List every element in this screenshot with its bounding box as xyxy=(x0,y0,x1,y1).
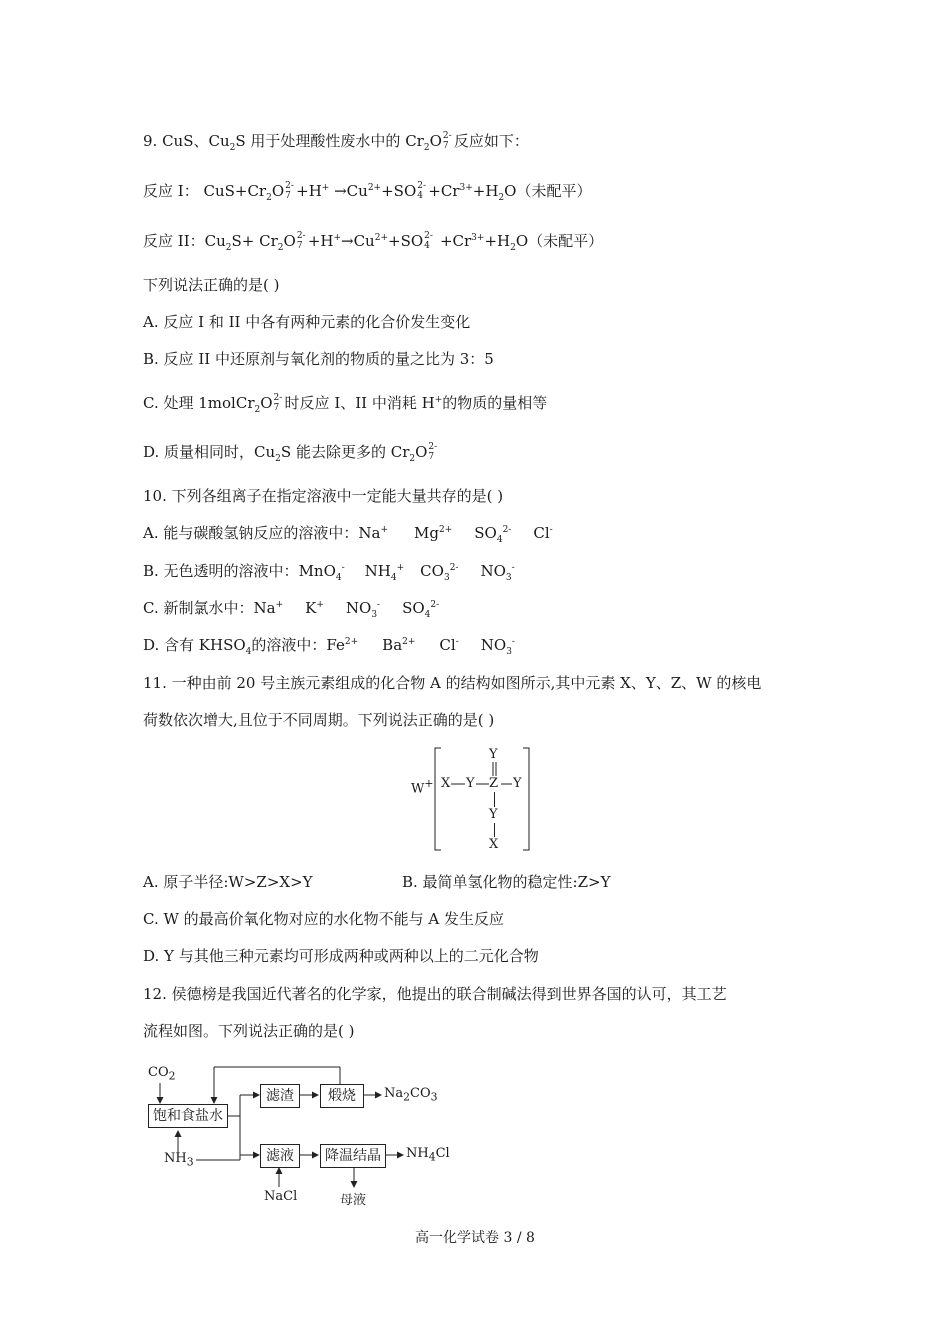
flow-nh4cl-label: $NH_4Cl$ xyxy=(406,1146,450,1164)
flow-box-filtrate: 滤液 xyxy=(260,1144,300,1168)
q9-stem: 9. CuS、$Cu_2S$ 用于处理酸性废水中的 $Cr_2O$ 2- 7 反应如下： xyxy=(143,131,529,153)
q11-option-c: C. W 的最高价氧化物对应的水化物不能与 A 发生反应 xyxy=(143,910,505,928)
flow-box-brine: 饱和食盐水 xyxy=(148,1104,228,1128)
structure-atom-y-bottom: Y xyxy=(489,807,498,822)
q10-option-a: A. 能与碳酸氢钠反应的溶液中：Na+ $Mg^{2+}$ $SO_4^{2-}$ Cl- xyxy=(143,524,553,545)
structure-bonds xyxy=(405,744,545,854)
process-flow-diagram xyxy=(140,1063,460,1213)
q9-option-b: B. 反应 II 中还原剂与氧化剂的物质的量之比为 3：5 xyxy=(143,350,494,368)
structure-diagram xyxy=(405,744,545,854)
flow-nh3-label: $NH_3$ xyxy=(164,1151,194,1169)
q9-ask: 下列说法正确的是( ) xyxy=(143,276,280,294)
flow-box-cooling-crystallization: 降温结晶 xyxy=(320,1144,386,1168)
q11-option-d: D. Y 与其他三种元素均可形成两种或两种以上的二元化合物 xyxy=(143,947,539,965)
page-footer: 高一化学试卷 3 / 8 xyxy=(415,1230,535,1246)
flow-na2co3-label: $Na_2CO_3$ xyxy=(384,1086,438,1104)
q9-option-c: C. 处理 1molCr$_2$O 2- 7 时反应 I、II 中消耗 H+的物质的量相等 xyxy=(143,393,548,415)
q11-option-a: A. 原子半径:W>Z>X>Y xyxy=(143,873,313,891)
q11-stem-line-2: 荷数依次增大,且位于不同周期。下列说法正确的是( ) xyxy=(143,711,495,729)
flow-mother-liquor-label: 母液 xyxy=(340,1193,367,1208)
structure-atom-y-top: Y xyxy=(489,747,498,762)
q10-stem: 10. 下列各组离子在指定溶液中一定能大量共存的是( ) xyxy=(143,487,504,505)
q11-stem-line-1: 11. 一种由前 20 号主族元素组成的化合物 A 的结构如图所示,其中元素 X、Y、Z、W 的核电 xyxy=(143,674,762,692)
structure-atom-y-left: Y xyxy=(466,776,475,791)
flow-box-residue: 滤渣 xyxy=(260,1084,300,1108)
structure-atom-x-left: X xyxy=(441,776,451,791)
q9-option-d: D. 质量相同时，$Cu_2S$ 能去除更多的 $Cr_2O$ 2- 7 xyxy=(143,442,438,464)
structure-atom-x-bottom: X xyxy=(489,837,499,852)
q11-option-b: B. 最简单氢化物的稳定性:Z>Y xyxy=(402,873,611,891)
flow-box-calcine: 煅烧 xyxy=(320,1084,364,1108)
q9-reaction-1: 反应 I： $CuS+Cr_2O$ 2- 7 $+H^+ \to Cu^{2+}+SO$ 2- 4 $+Cr^{3+}+H_2O$（未配平） xyxy=(143,181,592,203)
q10-option-d: D. 含有 $KHSO_4$的溶液中：$Fe^{2+}$ $Ba^{2+}$ Cl- $NO_3^-$ xyxy=(143,636,515,657)
structure-atom-y-right: Y xyxy=(513,776,522,791)
q12-stem-line-1: 12. 侯德榜是我国近代著名的化学家，他提出的联合制碱法得到世界各国的认可，其工艺 xyxy=(143,985,727,1003)
structure-cation-w: W+ xyxy=(411,777,434,797)
structure-atom-z: Z xyxy=(489,776,499,791)
q12-stem-line-2: 流程如图。下列说法正确的是( ) xyxy=(143,1022,355,1040)
q9-reaction-2: 反应 II：$Cu_2S+ Cr_2O$ 2- 7 $+H^+\to Cu^{2+}+SO$ 2- 4 $+Cr^{3+}+H_2O$（未配平） xyxy=(143,231,604,253)
q9-option-a: A. 反应 I 和 II 中各有两种元素的化合价发生变化 xyxy=(143,313,471,331)
q10-option-b: B. 无色透明的溶液中：MnO$_4$- $NH_4^+$ $CO_3^{2-}$ $NO_3^-$ xyxy=(143,562,515,583)
q10-option-c: C. 新制氯水中：Na+ K+ $NO_3^-$ $SO_4^{2-}$ xyxy=(143,599,440,620)
flow-nacl-label: NaCl xyxy=(264,1189,298,1204)
flow-co2-label: $CO_2$ xyxy=(148,1065,176,1083)
